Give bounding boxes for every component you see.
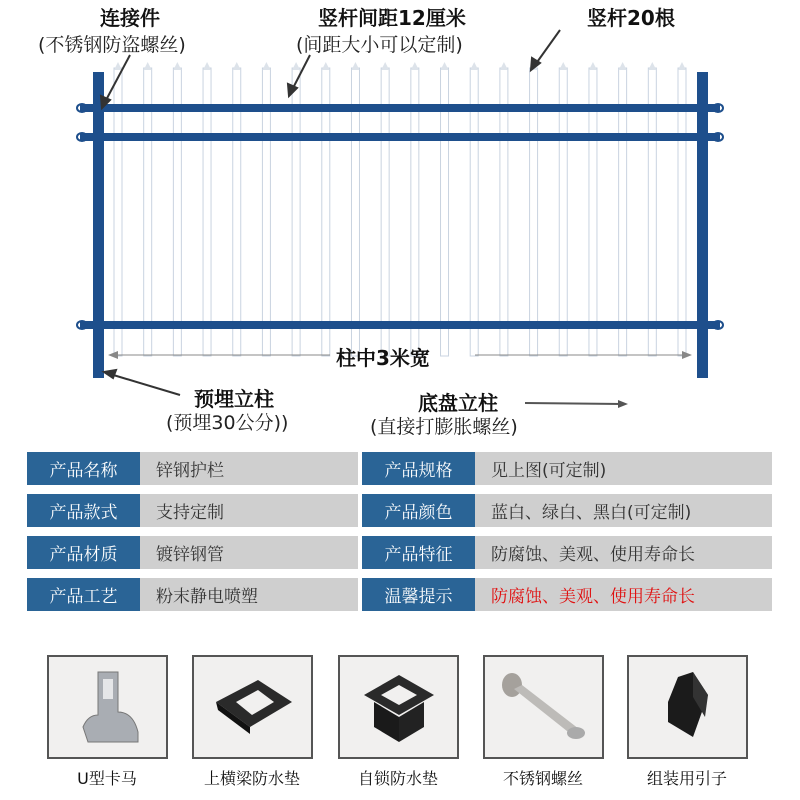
base-subtitle: (直接打膨胀螺丝)	[370, 416, 518, 438]
picket-tip	[322, 62, 330, 70]
left-post	[93, 72, 104, 378]
picket-tip	[351, 62, 359, 70]
spec-value: 支持定制	[140, 494, 358, 527]
picket-tip	[589, 62, 597, 70]
picket-tip	[233, 62, 241, 70]
count-arrow	[535, 30, 560, 65]
picket-tip	[114, 62, 122, 70]
stainless-screw-image	[483, 655, 604, 759]
spec-key: 产品颜色	[362, 494, 475, 527]
picket-tip	[144, 62, 152, 70]
picket-tip	[262, 62, 270, 70]
right-post	[697, 72, 708, 378]
spec-row	[27, 452, 772, 485]
accessory-label: 不锈钢螺丝	[502, 769, 583, 788]
picket-tip	[411, 62, 419, 70]
picket-tip	[619, 62, 627, 70]
base-title: 底盘立柱	[418, 391, 498, 415]
spec-key: 产品工艺	[27, 578, 140, 611]
assembly-cap-image	[627, 655, 748, 759]
count-title: 竖杆20根	[587, 6, 675, 30]
span-title: 柱中3米宽	[336, 346, 430, 370]
spec-key: 产品名称	[27, 452, 140, 485]
waterproof-gasket-image	[192, 655, 313, 759]
spec-value: 镀锌钢管	[140, 536, 358, 569]
spec-value: 防腐蚀、美观、使用寿命长	[475, 536, 772, 569]
spec-key: 产品款式	[27, 494, 140, 527]
accessory-label: 自锁防水垫	[357, 769, 438, 788]
spec-value-warning: 防腐蚀、美观、使用寿命长	[475, 578, 772, 611]
spec-row	[27, 494, 772, 527]
second-rail	[80, 133, 720, 141]
top-rail	[80, 104, 720, 112]
picket-tip	[500, 62, 508, 70]
picket-tip	[173, 62, 181, 70]
picket-tip	[292, 62, 300, 70]
bottom-rail	[80, 321, 720, 329]
spec-row	[27, 536, 772, 569]
picket-tip	[470, 62, 478, 70]
spacing-subtitle: (间距大小可以定制)	[296, 34, 463, 56]
picket-tip	[678, 62, 686, 70]
picket-tip	[203, 62, 211, 70]
accessory-label: U型卡马	[77, 769, 137, 788]
base-arrow	[525, 403, 622, 404]
u-clamp-image	[47, 655, 168, 759]
connector-title: 连接件	[100, 6, 160, 30]
embedded-title: 预埋立柱	[194, 387, 274, 411]
accessory-label: 上横梁防水垫	[203, 769, 300, 788]
accessory-label: 组装用引子	[646, 769, 727, 788]
spec-key: 产品材质	[27, 536, 140, 569]
connector-subtitle: (不锈钢防盗螺丝)	[38, 34, 186, 56]
self-lock-gasket-image	[338, 655, 459, 759]
picket-tip	[648, 62, 656, 70]
picket-tip	[559, 62, 567, 70]
spec-value: 锌钢护栏	[140, 452, 358, 485]
embedded-arrow	[110, 374, 180, 395]
spacing-title: 竖杆间距12厘米	[318, 6, 466, 30]
spec-key: 产品规格	[362, 452, 475, 485]
spec-key: 温馨提示	[362, 578, 475, 611]
spec-value: 蓝白、绿白、黑白(可定制)	[475, 494, 772, 527]
picket-tip	[441, 62, 449, 70]
spec-row	[27, 578, 772, 611]
spec-value: 粉末静电喷塑	[140, 578, 358, 611]
embedded-subtitle: (预埋30公分))	[166, 412, 289, 434]
spec-key: 产品特征	[362, 536, 475, 569]
spec-value: 见上图(可定制)	[475, 452, 772, 485]
picket-tip	[381, 62, 389, 70]
